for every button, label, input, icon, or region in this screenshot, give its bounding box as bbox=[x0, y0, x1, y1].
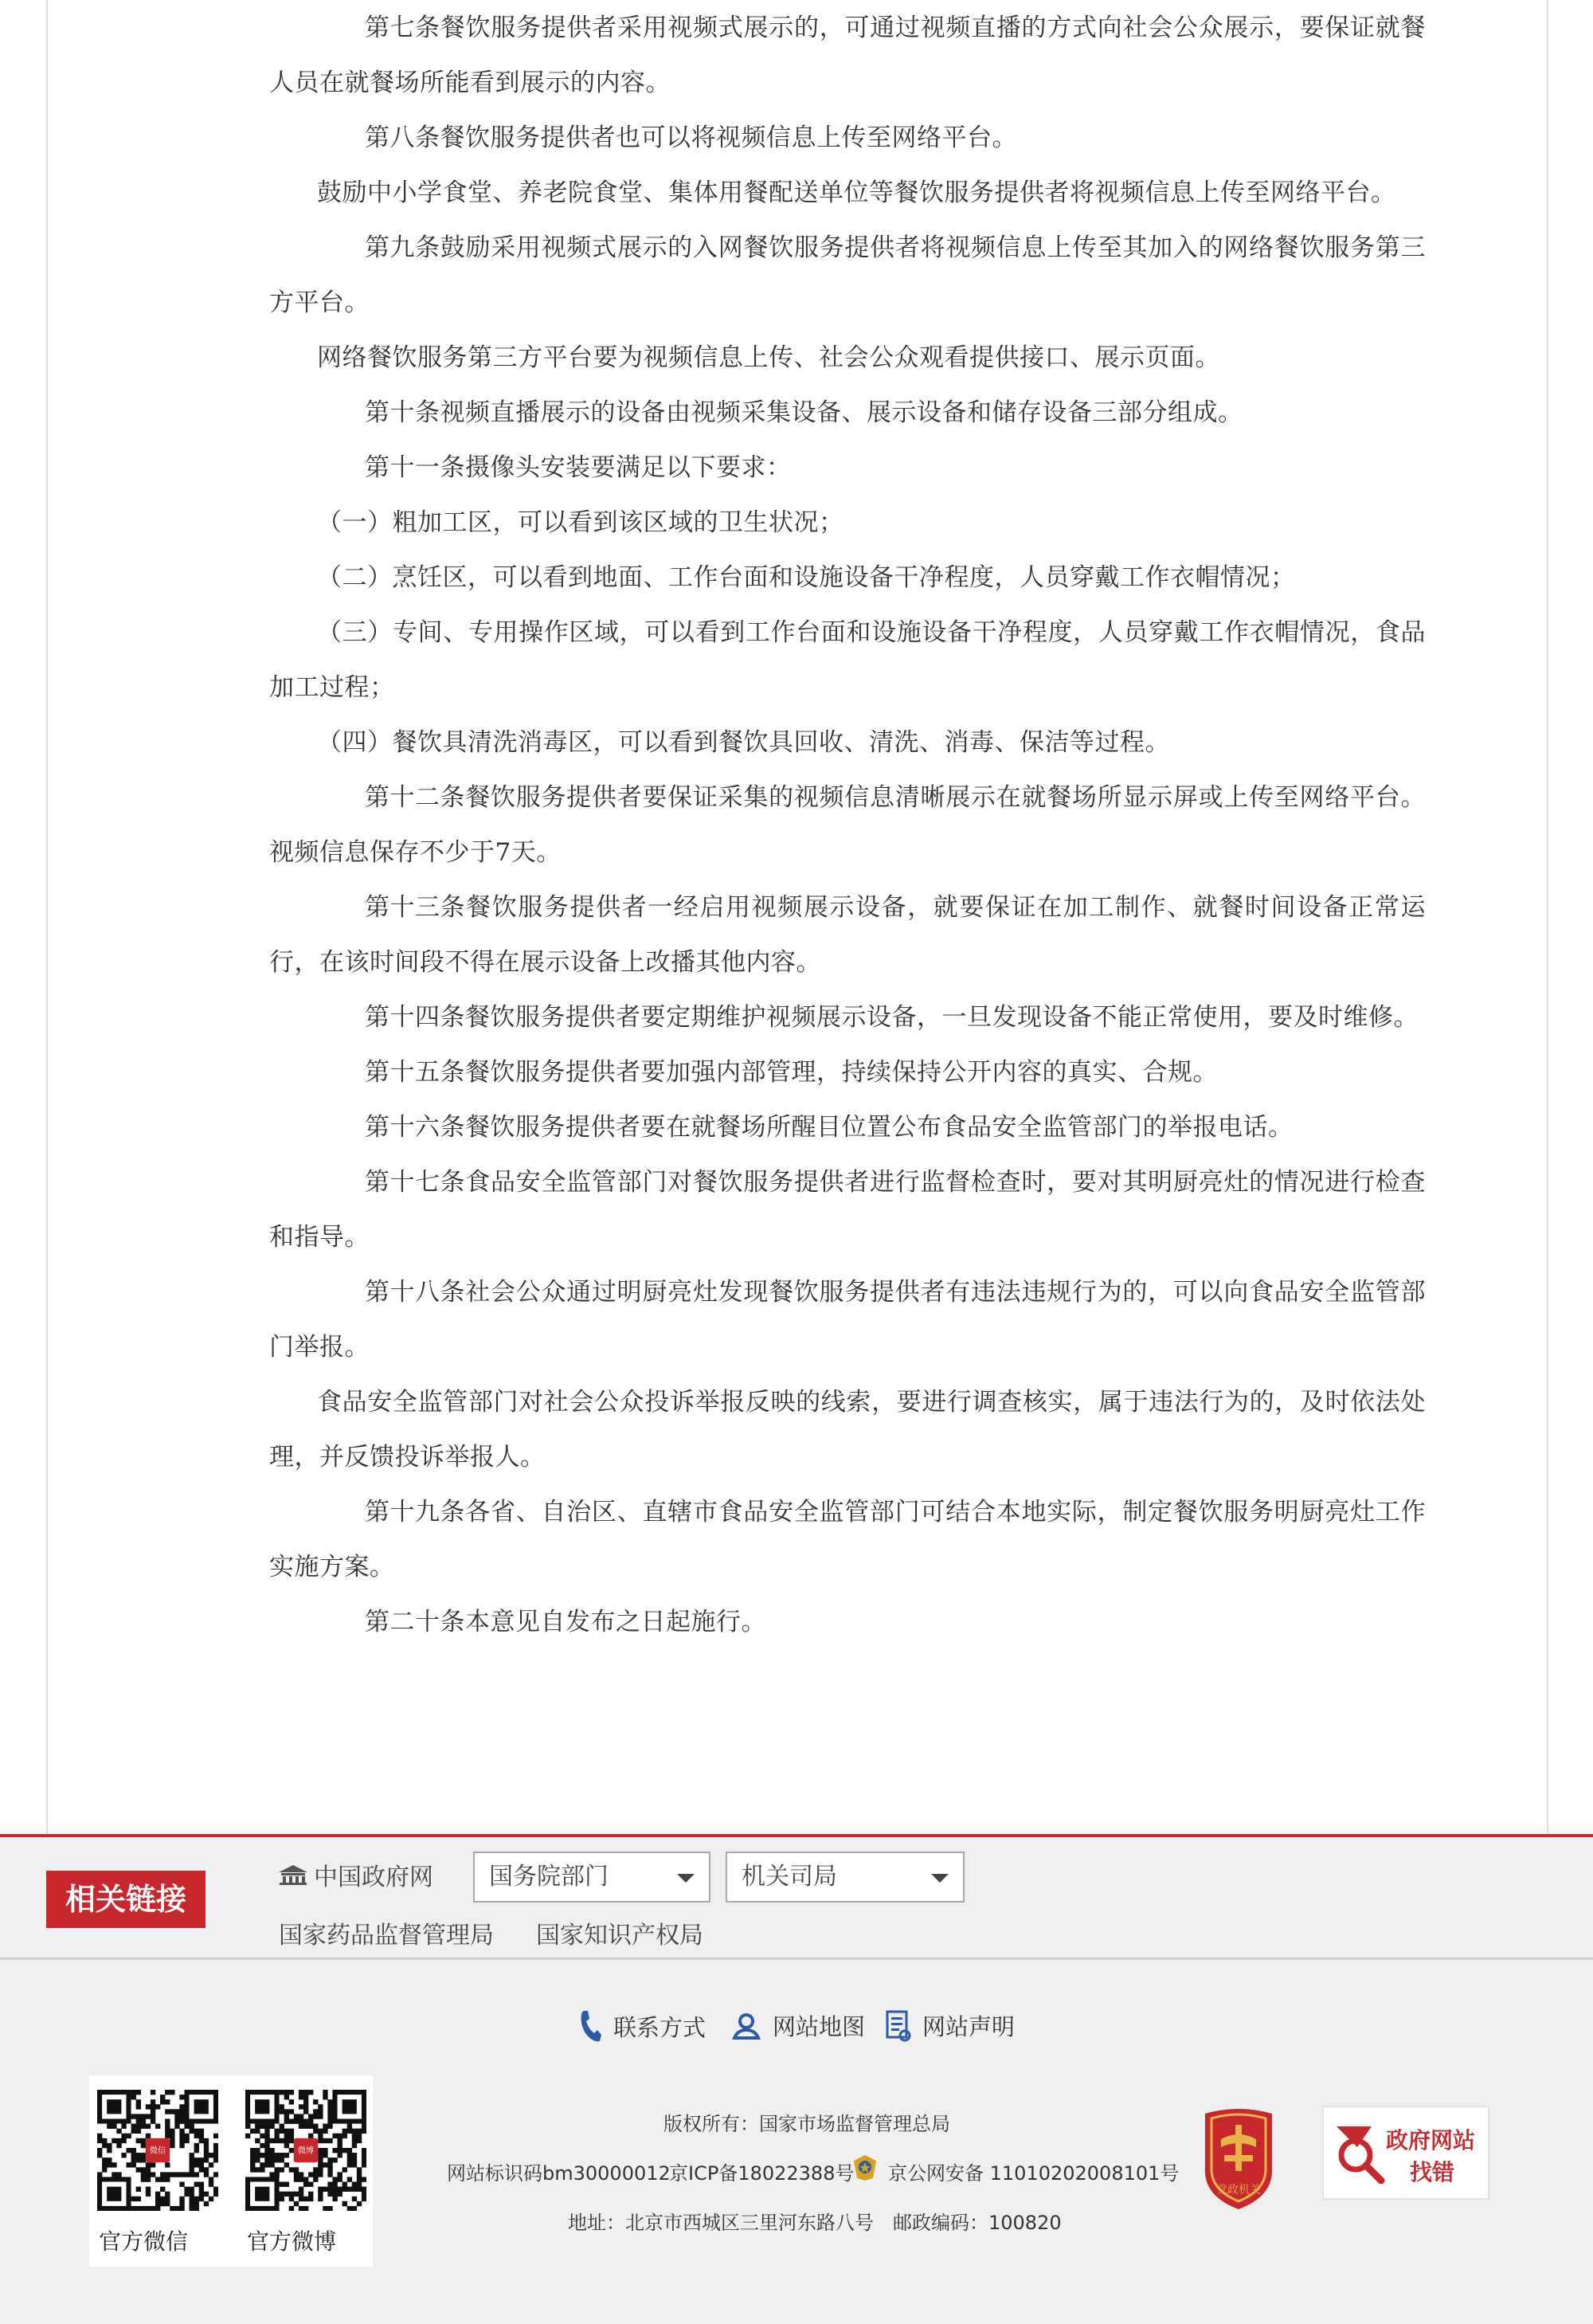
chevron-down-icon bbox=[677, 1874, 695, 1883]
article-text: 餐饮服务提供者要加强内部管理，持续保持公开内容的真实、合规。 bbox=[465, 1058, 1218, 1087]
phone-icon bbox=[578, 2009, 602, 2043]
article-text: 餐饮服务提供者要定期维护视频展示设备，一旦发现设备不能正常使用，要及时维修。 bbox=[465, 1003, 1419, 1032]
bureau-value: 机关司局 bbox=[742, 1863, 837, 1891]
article-text: 鼓励采用视频式展示的入网餐饮服务提供者将视频信息上传至其加入的网络餐饮服务第三方平台。 bbox=[269, 233, 1426, 317]
site-footer bbox=[0, 1960, 1593, 2324]
sitemap-link[interactable] bbox=[731, 2009, 865, 2042]
article-text: 食品安全监管部门对社会公众投诉举报反映的线索，要进行调查核实，属于违法行为的，及时依法处理，并反馈投诉举报人。 bbox=[269, 1388, 1426, 1472]
article-paragraph bbox=[269, 1045, 1426, 1100]
article-paragraph bbox=[269, 111, 1426, 166]
article-text: 摄像头安装要满足以下要求： bbox=[465, 453, 792, 482]
police-record-link[interactable]: 京公网安备 11010202008101号 bbox=[888, 2162, 1180, 2185]
article-paragraph bbox=[269, 496, 1426, 551]
police-badge-icon bbox=[852, 2154, 878, 2181]
site-id-text: 网站标识码bm30000012 bbox=[447, 2162, 671, 2185]
party-government-badge[interactable] bbox=[1199, 2107, 1278, 2211]
footer-nav bbox=[0, 2009, 1593, 2049]
article-paragraph bbox=[269, 1265, 1426, 1375]
article-paragraph bbox=[269, 1155, 1426, 1265]
article-number: 第十一条 bbox=[365, 453, 465, 482]
error-badge-title: 政府网站 bbox=[1386, 2127, 1476, 2154]
article-text: 餐饮服务提供者一经启用视频展示设备，就要保证在加工制作、就餐时间设备正常运行，在该时间段不得在展示设备上改播其他内容。 bbox=[269, 893, 1426, 977]
article-text: 餐饮服务提供者要保证采集的视频信息清晰展示在就餐场所显示屏或上传至网络平台。视频信息保存不少于7天。 bbox=[269, 783, 1426, 867]
article-text: 餐饮服务提供者要在就餐场所醒目位置公布食品安全监管部门的举报电话。 bbox=[465, 1113, 1294, 1142]
gov-site-error-report[interactable] bbox=[1322, 2106, 1489, 2200]
article-paragraph bbox=[269, 1595, 1426, 1650]
article-paragraph bbox=[269, 1100, 1426, 1155]
icp-link[interactable]: 京ICP备18022388号 bbox=[669, 2162, 855, 2185]
cnipa-link[interactable]: 国家知识产权局 bbox=[536, 1922, 703, 1950]
article-text: 鼓励中小学食堂、养老院食堂、集体用餐配送单位等餐饮服务提供者将视频信息上传至网络平台。 bbox=[317, 178, 1396, 207]
wechat-qr-code[interactable] bbox=[97, 2090, 218, 2211]
contact-link[interactable] bbox=[578, 2009, 706, 2043]
article-number: 第八条 bbox=[365, 123, 440, 152]
article-paragraph bbox=[269, 990, 1426, 1045]
nmpa-link[interactable]: 国家药品监督管理局 bbox=[279, 1922, 494, 1950]
error-badge-subtitle: 找错 bbox=[1410, 2159, 1455, 2185]
statement-link[interactable] bbox=[886, 2009, 1015, 2042]
article-frame bbox=[46, 0, 1548, 1834]
article-text: （四）餐饮具清洗消毒区，可以看到餐饮具回收、清洗、消毒、保洁等过程。 bbox=[317, 728, 1170, 757]
related-links-title: 相关链接 bbox=[46, 1871, 205, 1928]
article-number: 第十五条 bbox=[365, 1058, 465, 1087]
article-text: 社会公众通过明厨亮灶发现餐饮服务提供者有违法违规行为的，可以向食品安全监管部门举报。 bbox=[269, 1278, 1426, 1362]
article-number: 第十七条 bbox=[365, 1168, 465, 1197]
gov-building-icon bbox=[277, 1864, 309, 1886]
svg-text:微博: 微博 bbox=[298, 2146, 314, 2156]
document-icon bbox=[886, 2010, 911, 2042]
bureau-select[interactable] bbox=[726, 1852, 965, 1903]
article-number: 第十三条 bbox=[365, 893, 465, 922]
article-paragraph bbox=[269, 715, 1426, 770]
article-paragraph bbox=[269, 770, 1426, 880]
party-badge-text: 党政机关 bbox=[1216, 2184, 1261, 2197]
article-number: 第十六条 bbox=[365, 1113, 465, 1142]
chevron-down-icon bbox=[931, 1874, 949, 1883]
article-number: 第二十条 bbox=[365, 1608, 465, 1636]
wechat-label: 官方微信 bbox=[99, 2228, 189, 2255]
article-number: 第十四条 bbox=[365, 1003, 465, 1032]
article-text: 视频直播展示的设备由视频采集设备、展示设备和储存设备三部分组成。 bbox=[440, 398, 1243, 427]
article-paragraph bbox=[269, 605, 1426, 715]
article-number: 第七条 bbox=[365, 14, 440, 42]
article-text: 各省、自治区、直辖市食品安全监管部门可结合本地实际，制定餐饮服务明厨亮灶工作实施方案。 bbox=[269, 1498, 1426, 1581]
article-paragraph bbox=[269, 880, 1426, 990]
qr-panel bbox=[89, 2075, 373, 2267]
article-text: 本意见自发布之日起施行。 bbox=[465, 1608, 766, 1636]
statement-label: 网站声明 bbox=[922, 2013, 1016, 2040]
sitemap-label: 网站地图 bbox=[773, 2013, 866, 2040]
weibo-qr-code[interactable] bbox=[245, 2090, 366, 2211]
article-number: 第十九条 bbox=[365, 1498, 465, 1526]
article-text: 餐饮服务提供者采用视频式展示的，可通过视频直播的方式向社会公众展示，要保证就餐人员在就餐场所能看到展示的内容。 bbox=[269, 14, 1426, 97]
svg-text:微信: 微信 bbox=[150, 2146, 166, 2156]
article-paragraph bbox=[269, 166, 1426, 221]
state-council-dept-select[interactable] bbox=[473, 1852, 710, 1903]
weibo-label: 官方微博 bbox=[247, 2228, 337, 2255]
article-text: 餐饮服务提供者也可以将视频信息上传至网络平台。 bbox=[440, 123, 1017, 152]
magnifier-icon bbox=[1333, 2123, 1386, 2184]
article-number: 第十八条 bbox=[365, 1278, 465, 1307]
copyright-text: 版权所有：国家市场监督管理总局 bbox=[663, 2113, 950, 2135]
article-paragraph bbox=[269, 221, 1426, 331]
china-gov-label: 中国政府网 bbox=[314, 1864, 433, 1891]
article-paragraph bbox=[269, 1, 1426, 111]
article-text: （三）专间、专用操作区域，可以看到工作台面和设施设备干净程度，人员穿戴工作衣帽情况，食品加工过程； bbox=[269, 618, 1426, 702]
article-number: 第九条 bbox=[365, 233, 440, 262]
article-paragraph bbox=[269, 551, 1426, 605]
article-text: 食品安全监管部门对餐饮服务提供者进行监督检查时，要对其明厨亮灶的情况进行检查和指导。 bbox=[269, 1168, 1426, 1252]
article-number: 第十条 bbox=[365, 398, 440, 427]
article-text: （二）烹饪区，可以看到地面、工作台面和设施设备干净程度，人员穿戴工作衣帽情况； bbox=[317, 563, 1296, 592]
article-paragraph bbox=[269, 386, 1426, 441]
article-number: 第十二条 bbox=[365, 783, 465, 812]
state-council-dept-value: 国务院部门 bbox=[489, 1863, 609, 1891]
article-paragraph bbox=[269, 441, 1426, 496]
map-pin-icon bbox=[731, 2011, 761, 2041]
article-paragraph bbox=[269, 331, 1426, 386]
article-paragraph bbox=[269, 1375, 1426, 1485]
china-gov-link[interactable] bbox=[277, 1855, 433, 1895]
contact-label: 联系方式 bbox=[613, 2013, 706, 2041]
article-text: （一）粗加工区，可以看到该区域的卫生状况； bbox=[317, 508, 844, 537]
article-body bbox=[269, 0, 1426, 1650]
article-paragraph bbox=[269, 1485, 1426, 1595]
address-text: 地址：北京市西城区三里河东路八号 邮政编码：100820 bbox=[568, 2212, 1062, 2234]
article-text: 网络餐饮服务第三方平台要为视频信息上传、社会公众观看提供接口、展示页面。 bbox=[317, 343, 1220, 372]
related-links-bar bbox=[0, 1834, 1593, 1960]
